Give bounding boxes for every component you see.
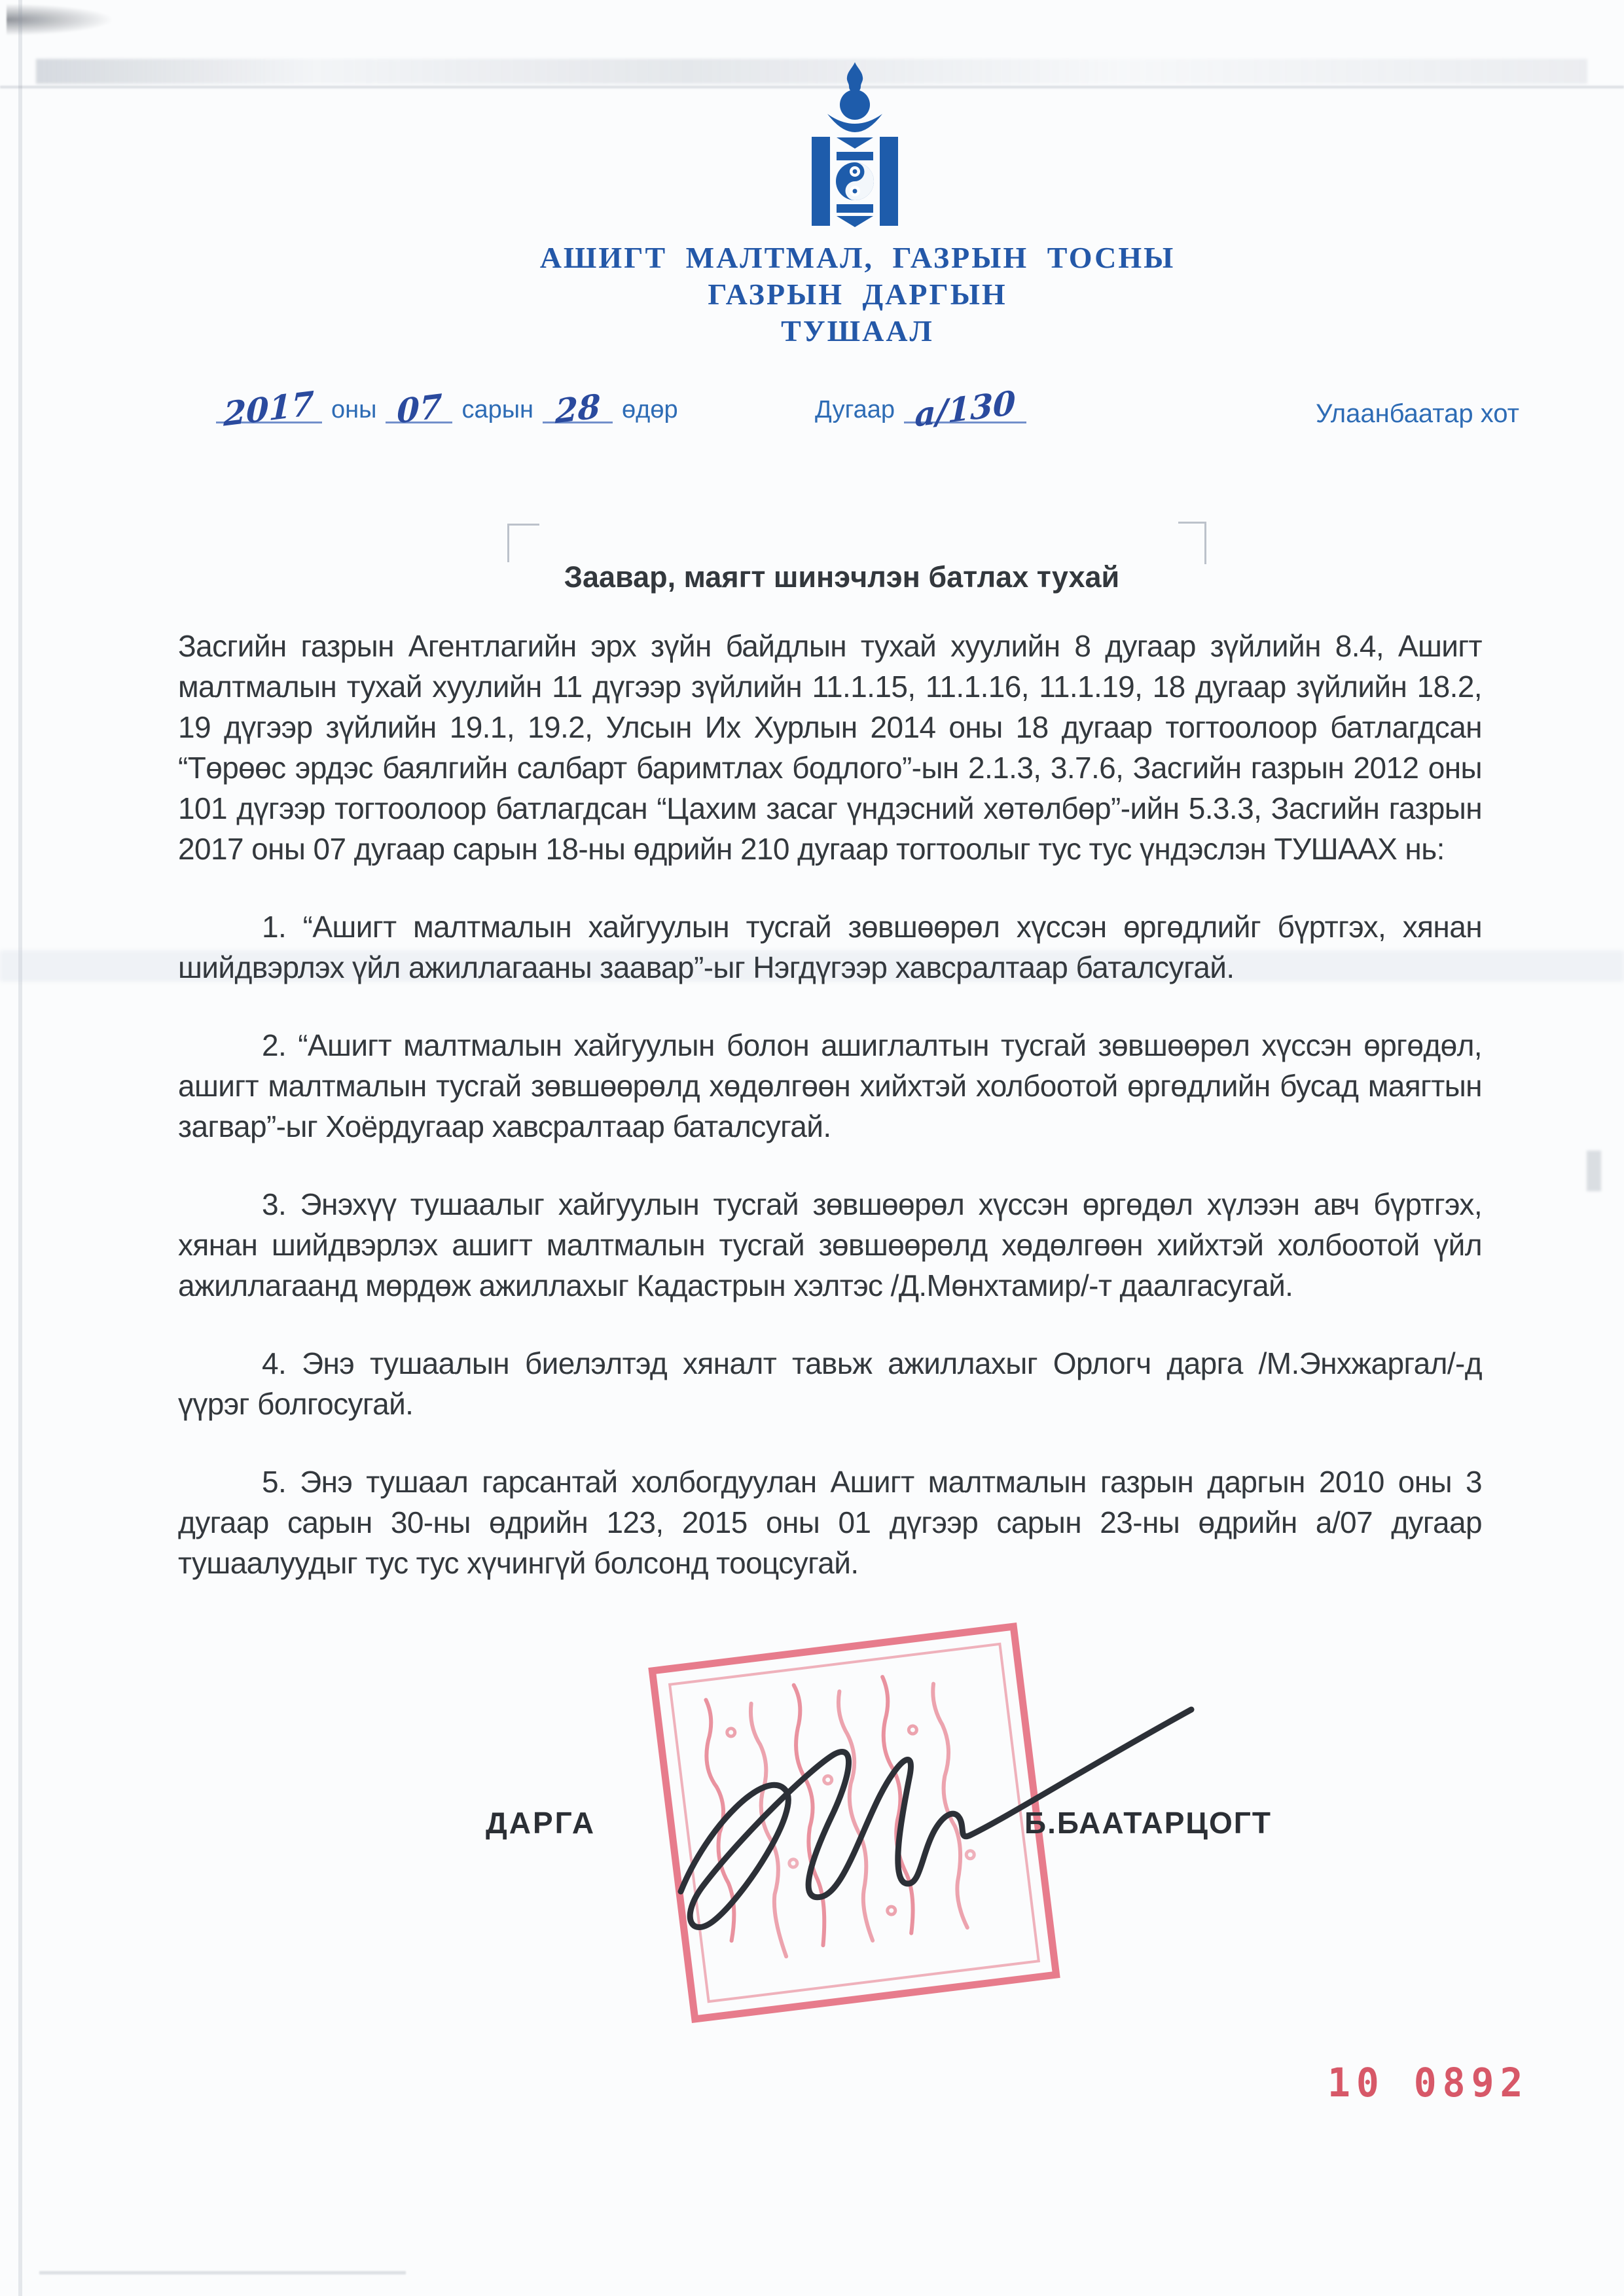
crop-mark-left-icon	[507, 524, 539, 562]
document-body	[178, 626, 1482, 1583]
month-field	[386, 386, 452, 431]
order-item-4: 4. Энэ тушаалын биелэлтэд хяналт тавьж ажиллахыг Орлогч дарга /М.Энхжаргал/-д үүрэг болгосугай.	[178, 1346, 1482, 1421]
number-field	[904, 383, 1026, 435]
signer-name: Б.БААТАРЦОГТ	[1024, 1806, 1272, 1840]
crop-mark-right-icon	[1178, 522, 1206, 564]
order-item-2: 2. “Ашигт малтмалын хайгуулын болон ашиглалтын тусгай зөвшөөрөл хүссэн өргөдөл, ашигт малтмалын тусгай зөвшөөрөлд хөдөлгөөн хийхтэй холбоотой өргөдлийн бусад маягтын загвар”-ыг Хоёрдугаар хавсралтаар баталсугай.	[178, 1028, 1482, 1143]
intro-paragraph: Засгийн газрын Агентлагийн эрх зүйн байдлын тухай хуулийн 8 дугаар зүйлийн 8.4, Ашигт малтмалын тухай хуулийн 11 дүгээр зүйлийн 11.1.15, 11.1.16, 11.1.19, 18 дугаар зүйлийн 18.2, 19 дүгээр зүйлийн 19.1, 19.2, Улсын Их Хурлын 2014 оны 18 дугаар тогтоолоор батлагдсан “Төрөөс эрдэс баялгийн салбарт баримтлах бодлого”-ын 2.1.3, 3.7.6, Засгийн газрын 2012 оны 101 дүгээр тогтоолоор батлагдсан “Цахим засаг үндэсний хөтөлбөр”-ийн 5.3.3, Засгийн газрын 2017 оны 07 дугаар сарын 18-ны өдрийн 210 дугаар тогтоолыг тус тус үндэслэн ТУШААХ нь:	[178, 629, 1482, 866]
number-group	[815, 383, 1026, 435]
day-label: өдөр	[622, 396, 678, 423]
number-label: Дугаар	[815, 396, 895, 423]
document-type: ТУШААЛ	[781, 314, 934, 348]
date-row	[0, 383, 1624, 446]
scan-artifact-bottom-line	[39, 2271, 406, 2274]
org-name-line1: АШИГТ МАЛТМАЛ, ГАЗРЫН ТОСНЫ	[539, 241, 1176, 274]
soyombo-emblem-icon	[812, 60, 898, 229]
day-field	[543, 386, 613, 431]
city-label: Улаанбаатар хот	[1316, 399, 1519, 428]
year-value-handwritten: 2017	[223, 384, 315, 434]
number-value-handwritten: а/130	[914, 383, 1016, 435]
org-name-line2: ГАЗРЫН ДАРГЫН	[708, 278, 1007, 311]
date-group	[216, 384, 678, 434]
order-item-5: 5. Энэ тушаал гарсантай холбогдуулан Ашигт малтмалын газрын даргын 2010 оны 3 дугаар сарын 30-ны өдрийн 123, 2015 оны 01 дүгээр сарын 23-ны өдрийн а/07 дугаар тушаалуудыг тус тус хүчингүй болсонд тооцсугай.	[178, 1465, 1482, 1580]
scan-artifact-right-mark	[1587, 1151, 1601, 1191]
year-label: оны	[331, 396, 377, 423]
month-label: сарын	[461, 396, 534, 423]
document-title: Заавар, маягт шинэчлэн батлах тухай	[564, 560, 1120, 594]
order-item-3: 3. Энэхүү тушаалыг хайгуулын тусгай зөвшөөрөл хүссэн өргөдөл хүлээн авч бүртгэх, хянан шийдвэрлэх ашигт малтмалын тусгай зөвшөөрөлд хөдөлгөөн хийхтэй холбоотой үйл ажиллагаанд мөрдөж ажиллахыг Кадастрын хэлтэс /Д.Мөнхтамир/-т даалгасугай.	[178, 1187, 1482, 1302]
month-value-handwritten: 07	[396, 386, 442, 431]
org-name-block	[92, 240, 1623, 350]
order-item-1: 1. “Ашигт малтмалын хайгуулын тусгай зөвшөөрөл хүссэн өргөдлийг бүртгэх, хянан шийдвэрлэх үйл ажиллагааны заавар”-ыг Нэгдүгээр хавсралтаар баталсугай.	[178, 910, 1482, 984]
scan-artifact-corner	[7, 4, 111, 35]
day-value-handwritten: 28	[554, 386, 601, 431]
scan-artifact-left-edge	[18, 0, 22, 2296]
registration-number-stamp: 10 0892	[1327, 2059, 1529, 2106]
year-field	[216, 384, 322, 434]
signer-role-label: ДАРГА	[486, 1806, 596, 1840]
